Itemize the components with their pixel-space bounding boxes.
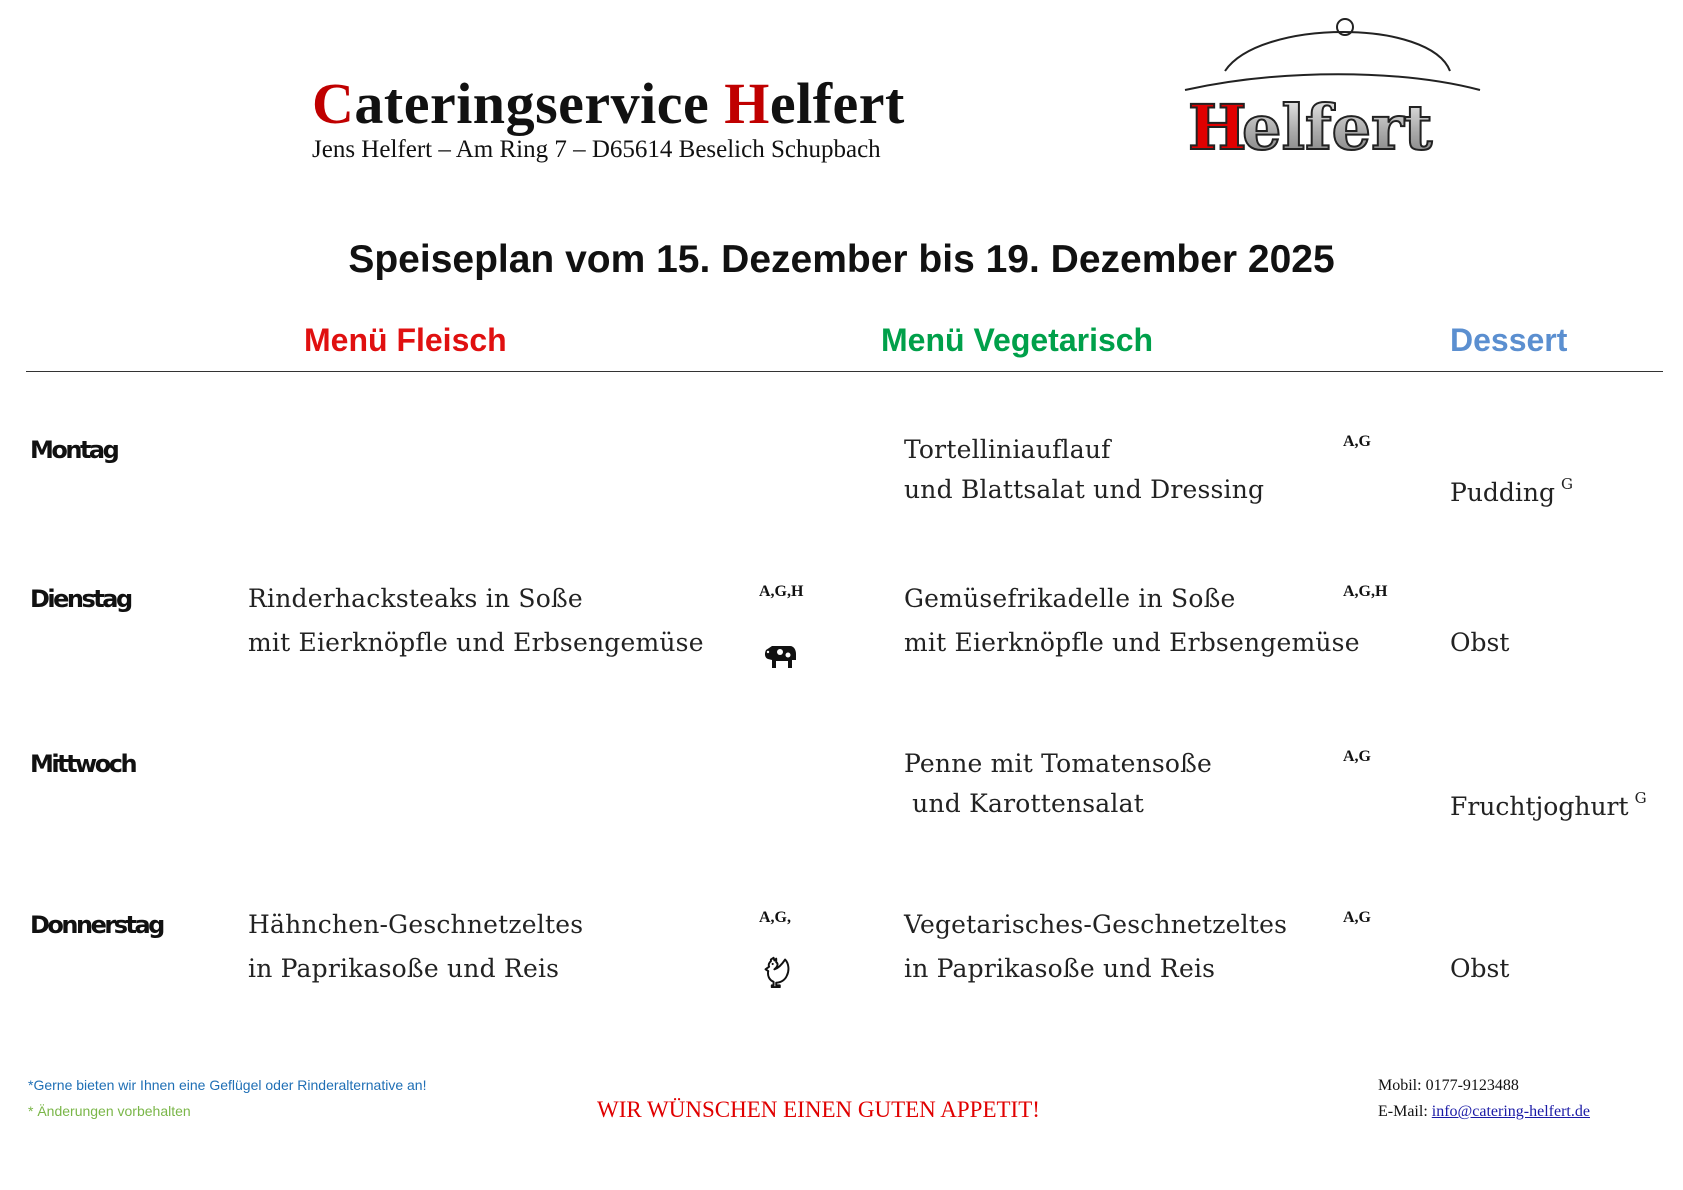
email-link[interactable]: info@catering-helfert.de <box>1431 1103 1590 1120</box>
day-label: Montag <box>30 436 118 464</box>
dessert-name: Fruchtjoghurt <box>1450 792 1629 821</box>
veg-dish-line2: und Karottensalat <box>904 789 1144 818</box>
company-address: Jens Helfert – Am Ring 7 – D65614 Beselich Schupbach <box>312 136 881 163</box>
meat-allergens: A,G,H <box>759 583 804 600</box>
logo-word: elfert <box>1242 91 1433 164</box>
cow-icon <box>762 640 798 672</box>
meat-dish-line1: Hähnchen-Geschnetzeltes <box>248 910 584 939</box>
cloche-plate-icon <box>1185 74 1480 90</box>
veg-dish-line1: Vegetarisches-Geschnetzeltes <box>904 910 1288 939</box>
column-header-dessert: Dessert <box>1450 322 1568 358</box>
veg-dish-line1: Gemüsefrikadelle in Soße <box>904 584 1236 613</box>
title-initial-c: C <box>312 71 355 136</box>
rooster-icon <box>760 956 796 988</box>
column-header-vegetarisch: Menü Vegetarisch <box>881 322 1154 358</box>
dessert-item <box>1450 628 1509 657</box>
footer-email <box>1378 1103 1590 1121</box>
plan-title: Speiseplan vom 15. Dezember bis 19. Dezember 2025 <box>348 238 1335 281</box>
logo-letter-h: H <box>1188 91 1247 164</box>
footer-note-alternative: *Gerne bieten wir Ihnen eine Geflügel oder Rinderalternative an! <box>28 1077 427 1093</box>
dessert-name: Obst <box>1450 954 1510 983</box>
day-label: Mittwoch <box>30 750 136 778</box>
veg-allergens: A,G,H <box>1343 583 1388 600</box>
email-label: E-Mail: <box>1378 1103 1432 1120</box>
footer-mobile: Mobil: 0177-9123488 <box>1378 1077 1519 1094</box>
veg-dish-line2: in Paprikasoße und Reis <box>904 954 1216 983</box>
day-label: Donnerstag <box>30 911 163 939</box>
footer-appetit: WIR WÜNSCHEN EINEN GUTEN APPETIT! <box>597 1097 1040 1122</box>
veg-dish-line2: mit Eierknöpfle und Erbsengemüse <box>904 628 1360 657</box>
dessert-item <box>1450 789 1647 821</box>
cloche-dome-icon <box>1225 32 1450 71</box>
title-part-2: elfert <box>769 71 905 136</box>
dessert-item <box>1450 475 1573 507</box>
veg-allergens: A,G <box>1343 909 1371 926</box>
dessert-item <box>1450 954 1509 983</box>
veg-dish-line2: und Blattsalat und Dressing <box>904 475 1265 504</box>
dessert-allergen: G <box>1561 475 1574 493</box>
veg-dish-line1: Tortelliniauflauf <box>904 435 1111 464</box>
title-initial-h: H <box>724 71 770 136</box>
meat-dish-line2: mit Eierknöpfle und Erbsengemüse <box>248 628 704 657</box>
title-part-1: ateringservice <box>354 71 725 136</box>
column-header-fleisch: Menü Fleisch <box>304 322 507 358</box>
veg-dish-line1: Penne mit Tomatensoße <box>904 749 1213 778</box>
meat-dish-line2: in Paprikasoße und Reis <box>248 954 560 983</box>
veg-allergens: A,G <box>1343 748 1371 765</box>
meat-allergens: A,G, <box>759 909 791 926</box>
dessert-name: Obst <box>1450 628 1510 657</box>
header-divider <box>26 371 1663 372</box>
footer-note-changes: * Änderungen vorbehalten <box>28 1103 191 1119</box>
meat-dish-line1: Rinderhacksteaks in Soße <box>248 584 583 613</box>
company-title <box>312 70 905 137</box>
day-label: Dienstag <box>30 585 131 613</box>
veg-allergens: A,G <box>1343 433 1371 450</box>
helfert-logo <box>1180 14 1490 164</box>
dessert-name: Pudding <box>1450 478 1556 507</box>
dessert-allergen: G <box>1634 789 1647 807</box>
